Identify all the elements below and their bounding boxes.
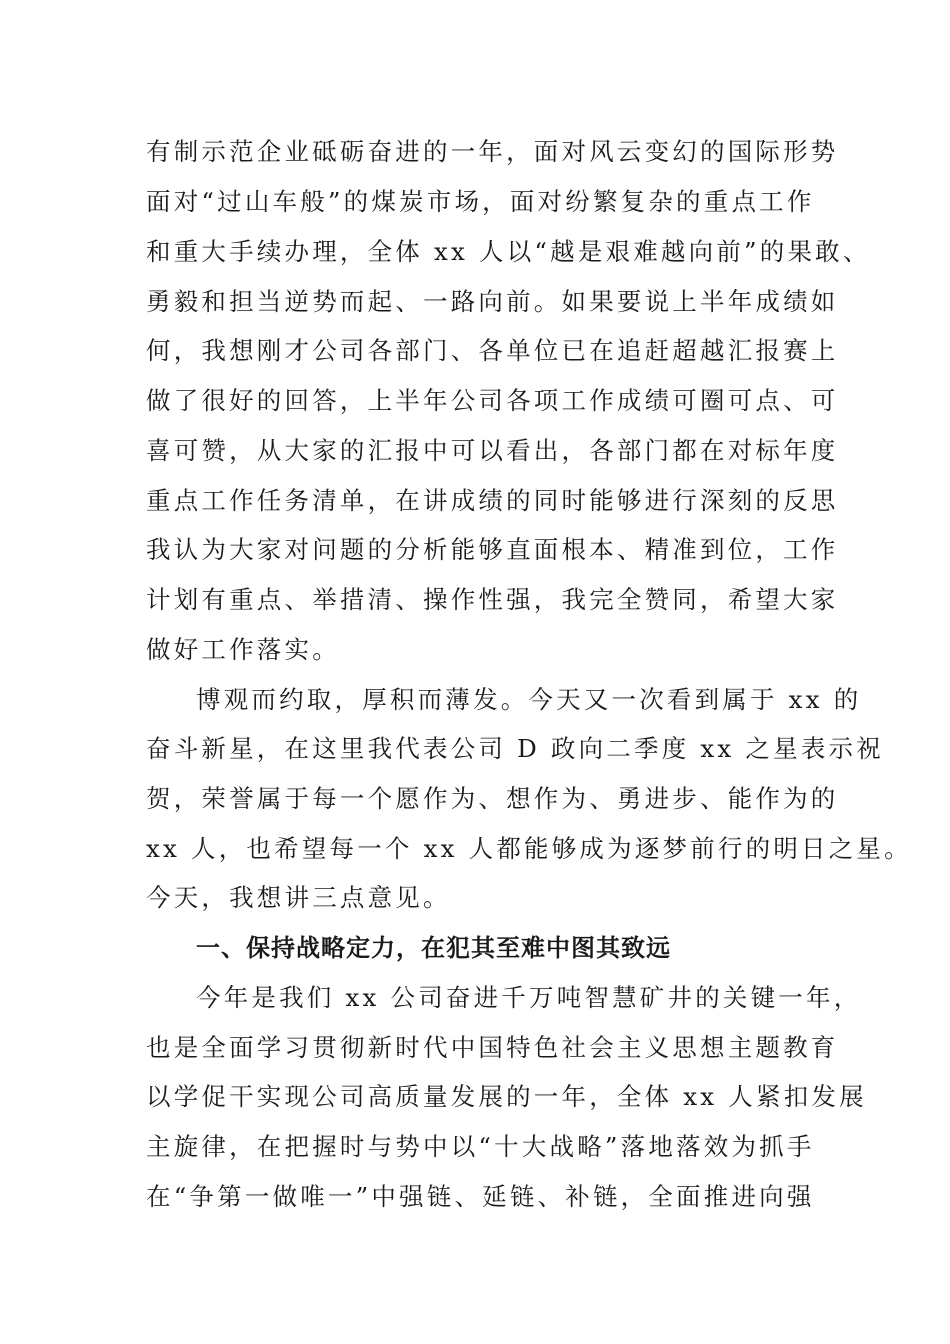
paragraph-first-line: 今年是我们 xx 公司奋进千万吨智慧矿井的关键一年，	[196, 983, 862, 1012]
body-text-line: 何，我想刚才公司各部门、各单位已在追赶超越汇报赛上	[146, 336, 839, 365]
body-text-line: 勇毅和担当逆势而起、一路向前。如果要说上半年成绩如	[146, 287, 839, 316]
section-heading: 一、保持战略定力，在犯其至难中图其致远	[196, 934, 671, 962]
body-text-line: 做了很好的回答，上半年公司各项工作成绩可圈可点、可	[146, 386, 839, 415]
body-text-line: 我认为大家对问题的分析能够直面根本、精准到位，工作	[146, 535, 839, 564]
body-text-line: 重点工作任务清单，在讲成绩的同时能够进行深刻的反思	[146, 486, 839, 515]
body-text-line: 和重大手续办理，全体 xx 人以“越是艰难越向前”的果敢、	[146, 237, 871, 266]
body-text-line: 做好工作落实。	[146, 635, 340, 664]
paragraph-first-line: 博观而约取，厚积而薄发。今天又一次看到属于 xx 的	[196, 685, 862, 714]
body-text-line: 喜可赞，从大家的汇报中可以看出，各部门都在对标年度	[146, 436, 839, 465]
body-text-line: 在“争第一做唯一”中强链、延链、补链，全面推进向强	[146, 1182, 815, 1211]
body-text-line: 计划有重点、举措清、操作性强，我完全赞同，希望大家	[146, 585, 839, 614]
body-text-line: 有制示范企业砥砺奋进的一年，面对风云变幻的国际形势	[146, 137, 839, 166]
body-text-line: 以学促干实现公司高质量发展的一年，全体 xx 人紧扣发展	[146, 1082, 867, 1111]
body-text-line: xx 人，也希望每一个 xx 人都能够成为逐梦前行的明日之星。	[146, 834, 912, 863]
body-text-line: 奋斗新星，在这里我代表公司 D 政向二季度 xx 之星表示祝	[146, 734, 884, 763]
body-text-line: 今天，我想讲三点意见。	[146, 883, 451, 912]
body-text-line: 面对“过山车般”的煤炭市场，面对纷繁复杂的重点工作	[146, 187, 815, 216]
body-text-line: 贺，荣誉属于每一个愿作为、想作为、勇进步、能作为的	[146, 784, 839, 813]
body-text-line: 主旋律，在把握时与势中以“十大战略”落地落效为抓手	[146, 1132, 815, 1161]
body-text-line: 也是全面学习贯彻新时代中国特色社会主义思想主题教育	[146, 1033, 839, 1062]
